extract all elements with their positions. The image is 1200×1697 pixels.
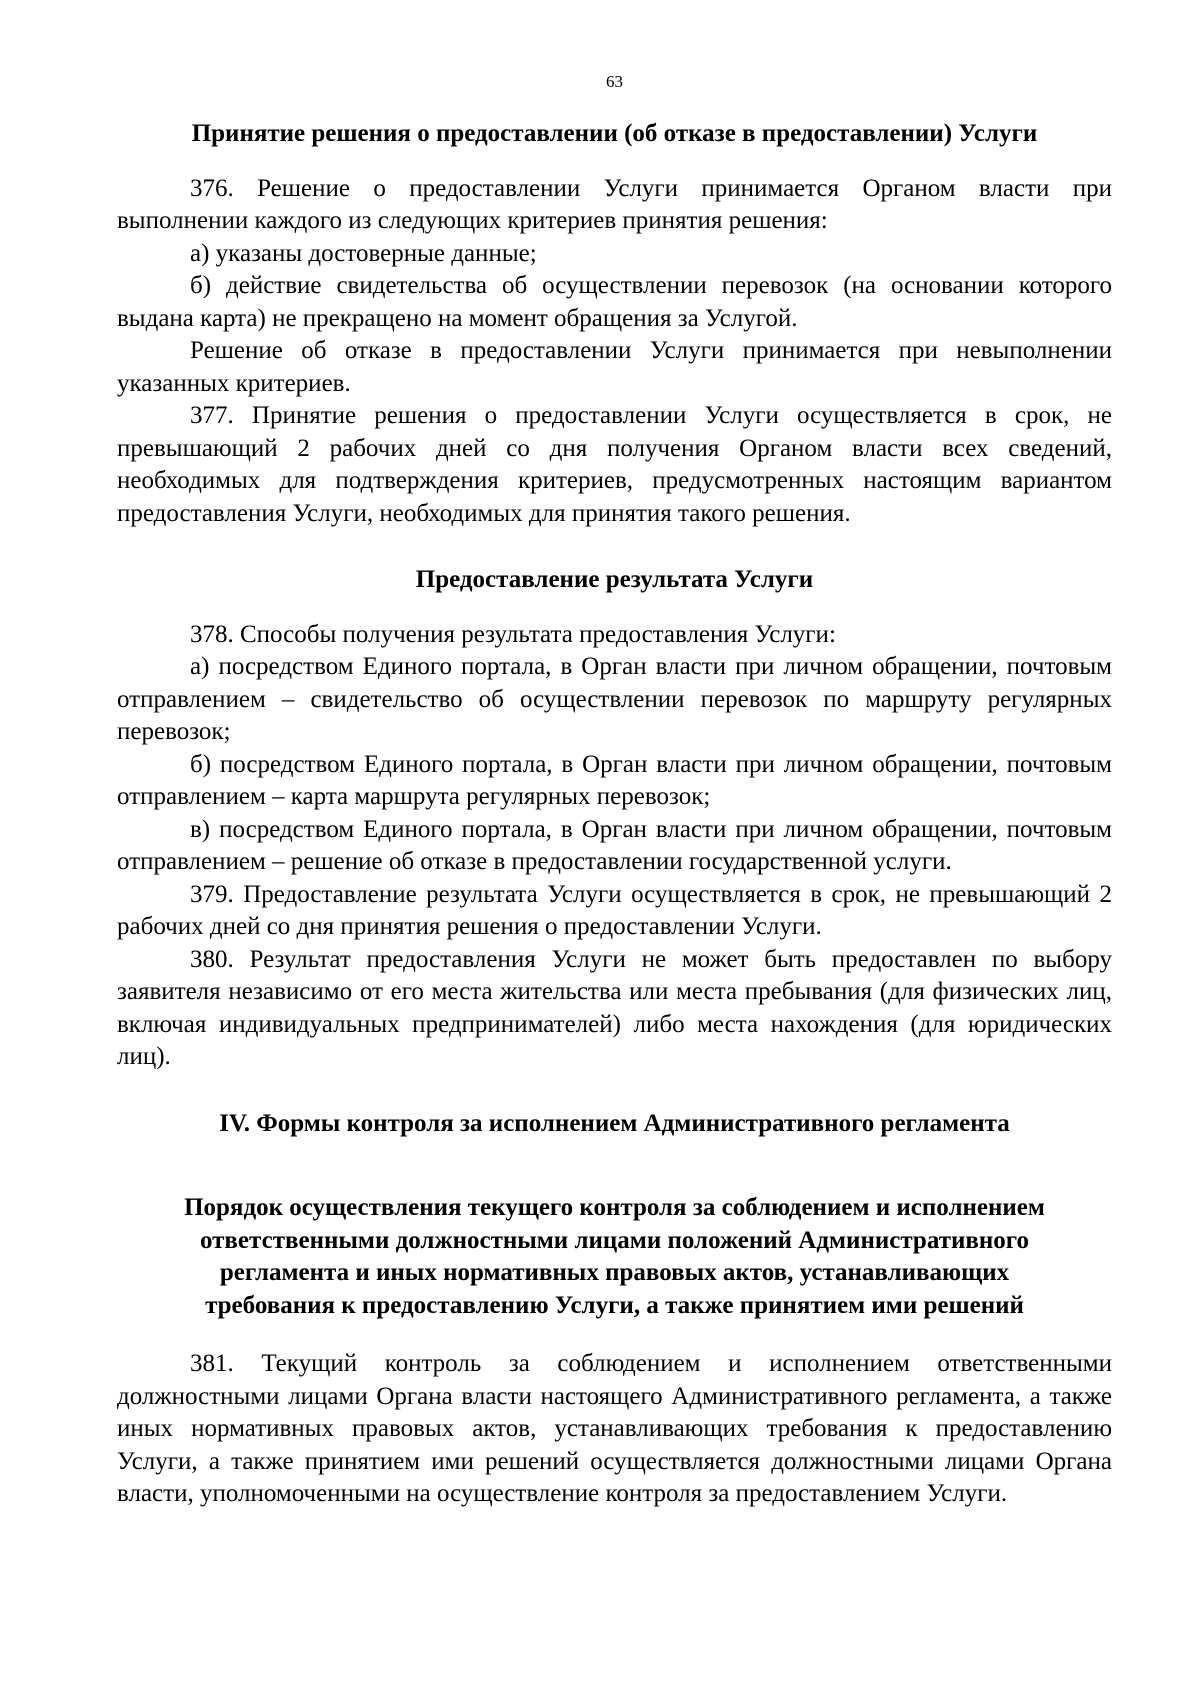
decision-heading: Принятие решения о предоставлении (об отказе в предоставлении) Услуги: [191, 120, 1038, 147]
control-heading-line-1: Порядок осуществления текущего контроля за соблюдением и исполнением: [184, 1194, 1045, 1221]
control-heading-line-3: регламента и иных нормативных правовых актов, устанавливающих: [219, 1259, 1010, 1286]
control-heading: [117, 1192, 1112, 1322]
paragraph-380: 380. Результат предоставления Услуги не может быть предоставлен по выбору заявителя независимо от его места жительства или места пребывания (для физических лиц, включая индивидуальных предпринимателей) либо места нахождения (для юридических лиц).: [117, 945, 1112, 1070]
paragraph-376-b: б) действие свидетельства об осуществлении перевозок (на основании которого выдана карта) не прекращено на момент обращения за Услугой.: [117, 272, 1112, 332]
paragraph-377: 377. Принятие решения о предоставлении Услуги осуществляется в срок, не превышающий 2 рабочих дней со дня получения Органом власти всех сведений, необходимых для подтверждения критериев, предусмотренных настоящим вариантом предоставления Услуги, необходимых для принятия такого решения.: [117, 402, 1112, 527]
paragraph-379: 379. Предоставление результата Услуги осуществляется в срок, не превышающий 2 рабочих дней со дня принятия решения о предоставлении Услуги.: [117, 880, 1112, 940]
section-iv-heading: IV. Формы контроля за исполнением Административного регламента: [219, 1109, 1010, 1137]
paragraph-376: 376. Решение о предоставлении Услуги принимается Органом власти при выполнении каждого из следующих критериев принятия решения:: [117, 174, 1112, 234]
paragraph-378: 378. Способы получения результата предоставления Услуги:: [190, 620, 836, 648]
paragraph-378-c: в) посредством Единого портала, в Орган власти при личном обращении, почтовым отправлением – решение об отказе в предоставлении государственной услуги.: [117, 815, 1112, 875]
paragraph-378-b: б) посредством Единого портала, в Орган власти при личном обращении, почтовым отправлением – карта маршрута регулярных перевозок;: [117, 750, 1112, 810]
paragraph-376-refusal: Решение об отказе в предоставлении Услуги принимается при невыполнении указанных критериев.: [117, 337, 1112, 397]
control-heading-line-2: ответственными должностными лицами положений Административного: [199, 1226, 1030, 1254]
paragraph-378-a: а) посредством Единого портала, в Орган власти при личном обращении, почтовым отправлением – свидетельство об осуществлении перевозок по маршруту регулярных перевозок;: [117, 653, 1112, 745]
result-heading: Предоставление результата Услуги: [415, 566, 814, 593]
paragraph-376-a: а) указаны достоверные данные;: [190, 239, 537, 267]
control-heading-line-4: требования к предоставлению Услуги, а также принятием ими решений: [205, 1291, 1024, 1319]
page-number: 63: [606, 72, 623, 91]
paragraph-381: 381. Текущий контроль за соблюдением и исполнением ответственными должностными лицами Органа власти настоящего Административного регламента, а также иных нормативных правовых актов, устанавливающих требования к предоставлению Услуги, а также принятием ими решений осуществляется должностными лицами Органа власти, уполномоченными на осуществление контроля за предоставлением Услуги.: [117, 1350, 1112, 1507]
